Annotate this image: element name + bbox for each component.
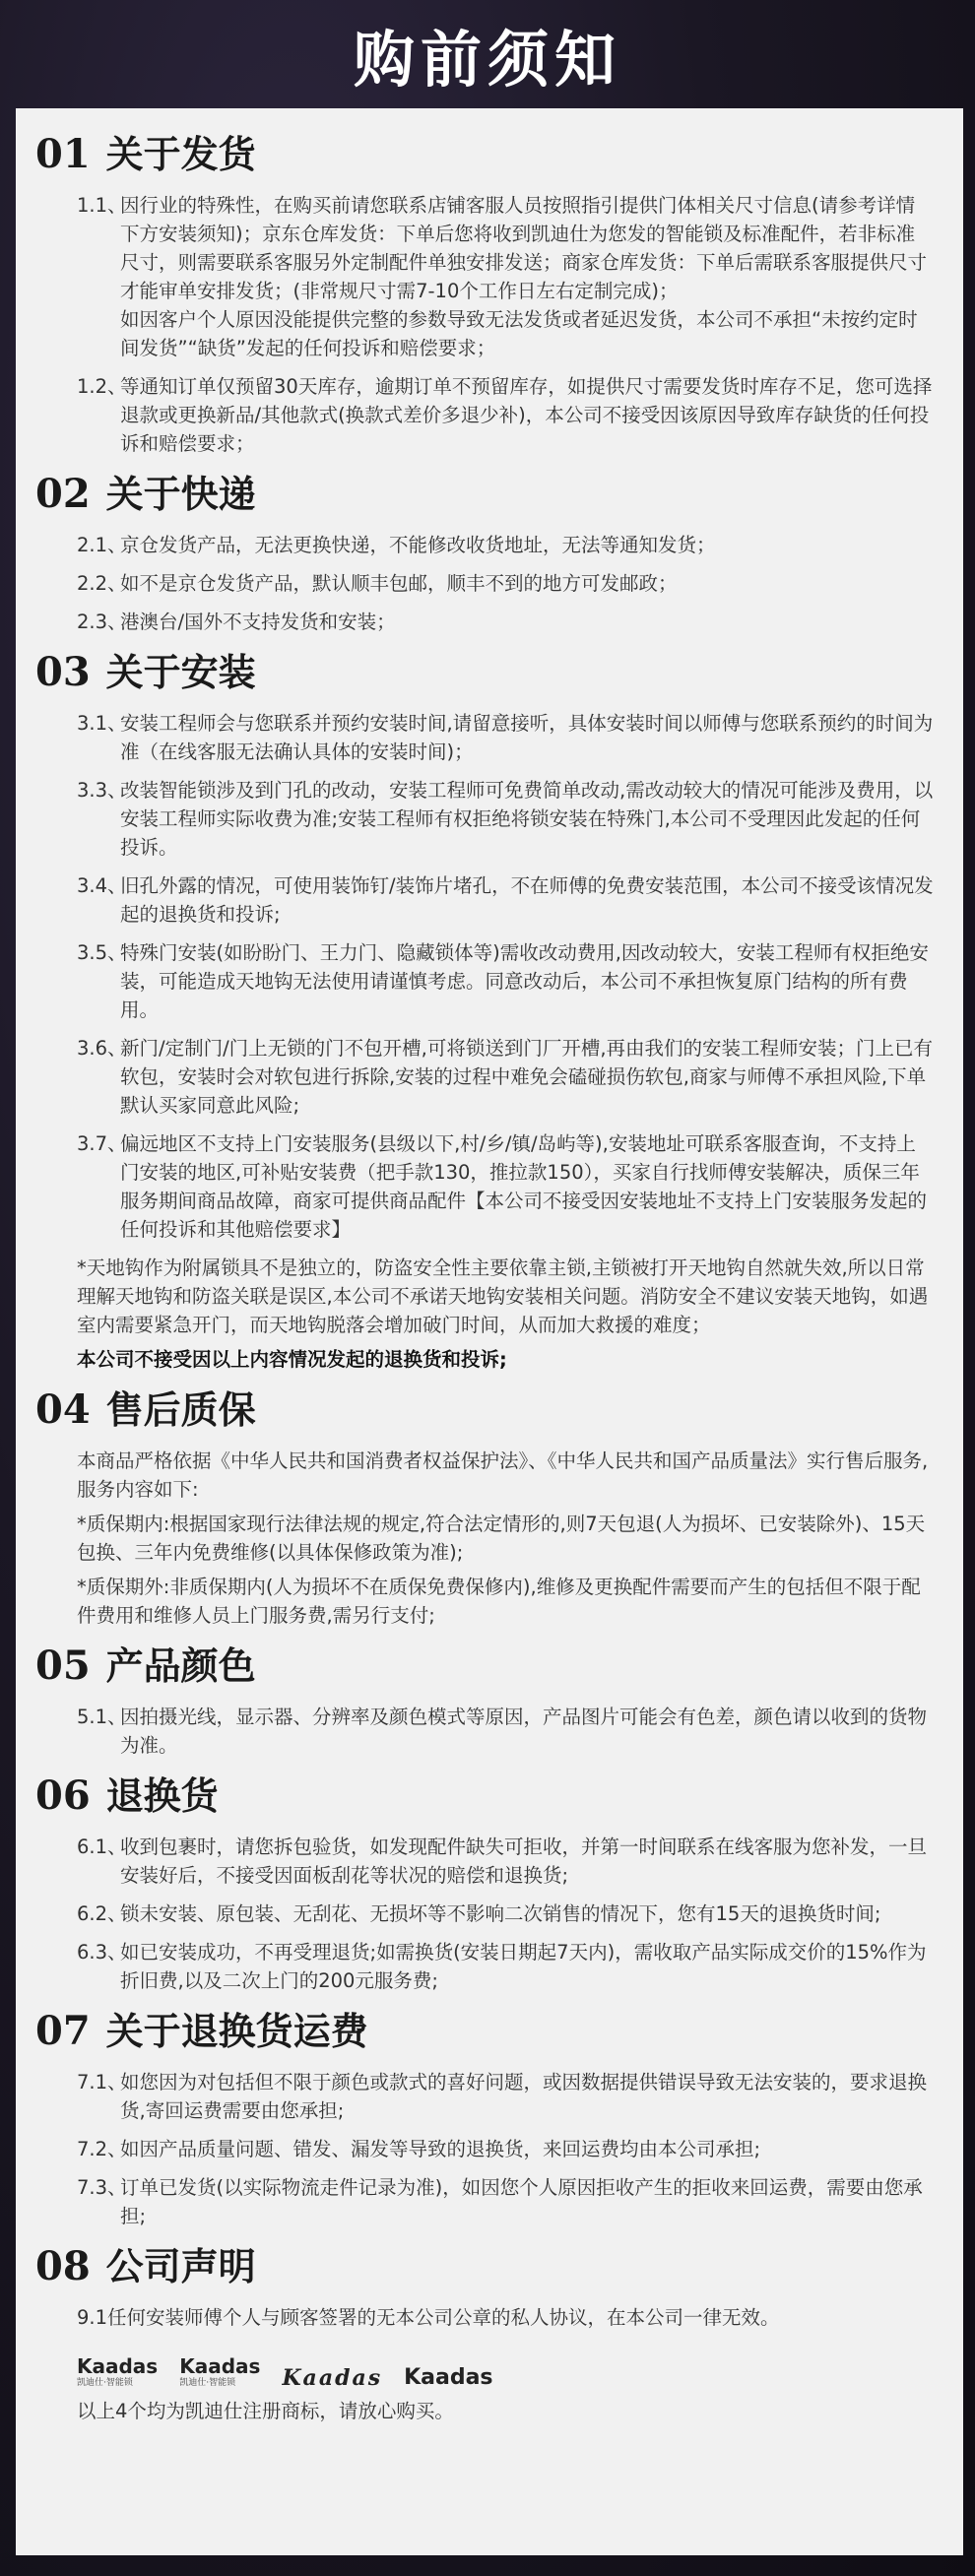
section-title — [35, 650, 940, 695]
item-text: 如您因为对包括但不限于颜色或款式的喜好问题，或因数据提供错误导致无法安装的，要求退换货,寄回运费需要由您承担; — [120, 2071, 928, 2122]
logo-subtitle: 凯迪仕·智能锁 — [77, 2378, 133, 2388]
section-heading: 售后质保 — [105, 1388, 256, 1432]
list-item — [35, 871, 940, 929]
section-title — [35, 2009, 940, 2054]
list-item — [35, 191, 940, 362]
kaadas-script-logo — [282, 2367, 382, 2389]
section-title — [35, 472, 940, 517]
item-index: 7.1、 — [77, 2071, 127, 2093]
section-title — [35, 1773, 940, 1819]
item-index: 3.5、 — [77, 941, 127, 964]
item-text: 如已安装成功，不再受理退货;如需换货(安装日期起7天内)，需收取产品实际成交价的15%作为折旧费,以及二次上门的200元服务费; — [120, 1941, 927, 1992]
page-banner — [0, 0, 975, 108]
section-delivery — [35, 472, 940, 636]
item-index: 2.3、 — [77, 611, 127, 633]
list-item — [35, 709, 940, 766]
disclaimer-text: 本公司不接受因以上内容情况发起的退换货和投诉; — [77, 1348, 507, 1371]
section-company-statement — [35, 2244, 940, 2425]
section-title — [35, 132, 940, 177]
list-item — [35, 1129, 940, 1244]
paragraph: 9.1任何安装师傅个人与顾客签署的无本公司公章的私人协议，在本公司一律无效。 — [77, 2306, 780, 2329]
list-item — [35, 1703, 940, 1760]
item-text: 订单已发货(以实际物流走件记录为准)，如因您个人原因拒收产生的拒收来回运费，需要由您承担; — [120, 2176, 923, 2227]
list-item — [35, 1938, 940, 1995]
section-number: 08 — [35, 2243, 91, 2289]
section-shipping — [35, 132, 940, 458]
kaadas-logo — [179, 2355, 260, 2389]
note-text: *天地钩作为附属锁具不是独立的，防盗安全性主要依靠主锁,主锁被打开天地钩自然就失效,所以日常理解天地钩和防盗关联是误区,本公司不承诺天地钩安装相关问题。消防安全不建议安装天地钩，如遇室内需要紧急开门，而天地钩脱落会增加破门时间，从而加大救援的难度； — [77, 1256, 929, 1336]
list-item — [35, 2068, 940, 2125]
section-heading: 关于快递 — [105, 473, 256, 516]
item-text: 因行业的特殊性，在购买前请您联系店铺客服人员按照指引提供门体相关尺寸信息(请参考详情下方安装须知)；京东仓库发货：下单后您将收到凯迪仕为您发的智能锁及标准配件，若非标准尺寸，则需要联系客服另外定制配件单独安排发送；商家仓库发货：下单后需联系客服提供尺寸才能审单安排发货；(非常规尺寸需7-10个工作日左右定制完成)； 如因客户个人原因没能提供完整的参数导致无法发货或者延迟发货，本公司不承担“未按约定时间发货”“缺货”发起的任何投诉和赔偿要求； — [120, 194, 928, 359]
list-item — [35, 938, 940, 1024]
item-index: 6.2、 — [77, 1902, 127, 1925]
section-warranty — [35, 1387, 940, 1630]
notice-panel — [16, 108, 963, 2555]
item-index: 3.4、 — [77, 874, 127, 897]
item-text: 港澳台/国外不支持发货和安装； — [120, 611, 396, 633]
item-index: 3.7、 — [77, 1132, 127, 1155]
item-index: 2.2、 — [77, 572, 127, 595]
section-color — [35, 1643, 940, 1760]
section-heading: 关于安装 — [105, 651, 256, 694]
item-text: 安装工程师会与您联系并预约安装时间,请留意接听，具体安装时间以师傅与您联系预约的时间为准（在线客服无法确认具体的安装时间)； — [120, 712, 934, 763]
logo-wordmark: Kaadas — [404, 2365, 493, 2390]
item-index: 3.1、 — [77, 712, 127, 735]
section-number: 04 — [35, 1386, 91, 1433]
section-installation — [35, 650, 940, 1374]
section-number: 05 — [35, 1642, 91, 1689]
section-heading: 退换货 — [105, 1774, 219, 1818]
kaadas-logo — [77, 2355, 158, 2389]
item-text: 偏远地区不支持上门安装服务(县级以下,村/乡/镇/岛屿等),安装地址可联系客服查询，不支持上门安装的地区,可补贴安装费（把手款130，推拉款150），买家自行找师傅安装解决，质保三年服务期间商品故障，商家可提供商品配件【本公司不接受因安装地址不支持上门安装服务发起的任何投诉和其他赔偿要求】 — [120, 1132, 928, 1241]
list-item — [35, 608, 940, 636]
logo-wordmark: Kaadas — [282, 2365, 383, 2391]
section-number: 03 — [35, 649, 91, 695]
item-index: 6.3、 — [77, 1941, 127, 1964]
logo-subtitle: 凯迪仕·智能锁 — [179, 2378, 236, 2388]
list-item — [35, 372, 940, 458]
item-text: 改装智能锁涉及到门孔的改动，安装工程师可免费简单改动,需改动较大的情况可能涉及费用，以安装工程师实际收费为准;安装工程师有权拒绝将锁安装在特殊门,本公司不受理因此发起的任何投诉。 — [120, 779, 934, 859]
list-item — [35, 2135, 940, 2163]
trademark-logos — [77, 2355, 940, 2389]
item-text: 京仓发货产品，无法更换快递，不能修改收货地址，无法等通知发货； — [120, 534, 716, 556]
list-item — [35, 569, 940, 598]
section-heading: 关于发货 — [105, 133, 256, 176]
item-index: 7.3、 — [77, 2176, 127, 2199]
paragraph: 本商品严格依据《中华人民共和国消费者权益保护法》、《中华人民共和国产品质量法》实行售后服务,服务内容如下: — [77, 1449, 929, 1501]
item-index: 7.2、 — [77, 2138, 127, 2160]
list-item — [35, 776, 940, 862]
section-heading: 产品颜色 — [105, 1644, 256, 1688]
list-item — [35, 2173, 940, 2230]
paragraph: *质保期内:根据国家现行法律法规的规定,符合法定情形的,则7天包退(人为损坏、已安装除外)、15天包换、三年内免费维修(以具体保修政策为准); — [77, 1513, 926, 1564]
item-index: 2.1、 — [77, 534, 127, 556]
item-index: 3.6、 — [77, 1037, 127, 1060]
section-number: 07 — [35, 2008, 91, 2054]
section-heading: 公司声明 — [105, 2245, 256, 2288]
item-text: 旧孔外露的情况，可使用装饰钉/装饰片堵孔，不在师傅的免费安装范围，本公司不接受该情况发起的退换货和投诉; — [120, 874, 934, 926]
item-index: 1.1、 — [77, 194, 127, 217]
section-heading: 关于退换货运费 — [105, 2010, 368, 2053]
item-index: 3.3、 — [77, 779, 127, 802]
section-title — [35, 1387, 940, 1433]
item-index: 5.1、 — [77, 1706, 127, 1728]
item-index: 1.2、 — [77, 375, 127, 398]
logo-wordmark: Kaadas — [179, 2354, 261, 2378]
section-number: 01 — [35, 131, 91, 177]
item-text: 收到包裹时，请您拆包验货，如发现配件缺失可拒收，并第一时间联系在线客服为您补发，一旦安装好后，不接受因面板刮花等状况的赔偿和退换货; — [120, 1835, 928, 1887]
section-number: 02 — [35, 471, 91, 517]
list-item — [35, 1900, 940, 1928]
kaadas-logo — [404, 2367, 492, 2389]
section-returns — [35, 1773, 940, 1995]
section-return-shipping — [35, 2009, 940, 2230]
logo-wordmark: Kaadas — [77, 2354, 159, 2378]
item-text: 如不是京仓发货产品，默认顺丰包邮，顺丰不到的地方可发邮政； — [120, 572, 678, 595]
list-item — [35, 1034, 940, 1120]
trademark-note: 以上4个均为凯迪仕注册商标，请放心购买。 — [77, 2400, 454, 2422]
page-title: 购前须知 — [353, 23, 621, 96]
list-item — [35, 531, 940, 559]
item-index: 6.1、 — [77, 1835, 127, 1858]
section-title — [35, 1643, 940, 1689]
section-number: 06 — [35, 1772, 91, 1819]
item-text: 新门/定制门/门上无锁的门不包开槽,可将锁送到门厂开槽,再由我们的安装工程师安装；门上已有软包，安装时会对软包进行拆除,安装的过程中难免会磕碰损伤软包,商家与师傅不承担风险,下单默认买家同意此风险; — [120, 1037, 934, 1117]
list-item — [35, 1833, 940, 1890]
item-text: 因拍摄光线，显示器、分辨率及颜色模式等原因，产品图片可能会有色差，颜色请以收到的货物为准。 — [120, 1706, 928, 1757]
item-text: 等通知订单仅预留30天库存，逾期订单不预留库存，如提供尺寸需要发货时库存不足，您可选择退款或更换新品/其他款式(换款式差价多退少补)，本公司不接受因该原因导致库存缺货的任何投诉和赔偿要求； — [120, 375, 933, 455]
section-title — [35, 2244, 940, 2289]
item-text: 如因产品质量问题、错发、漏发等导致的退换货，来回运费均由本公司承担; — [120, 2138, 761, 2160]
item-text: 锁未安装、原包装、无刮花、无损坏等不影响二次销售的情况下，您有15天的退换货时间; — [120, 1902, 881, 1925]
item-text: 特殊门安装(如盼盼门、王力门、隐藏锁体等)需收改动费用,因改动较大，安装工程师有权拒绝安装，可能造成天地钩无法使用请谨慎考虑。同意改动后，本公司不承担恢复原门结构的所有费用。 — [120, 941, 929, 1021]
paragraph: *质保期外:非质保期内(人为损坏不在质保免费保修内),维修及更换配件需要而产生的包括但不限于配件费用和维修人员上门服务费,需另行支付; — [77, 1576, 921, 1627]
